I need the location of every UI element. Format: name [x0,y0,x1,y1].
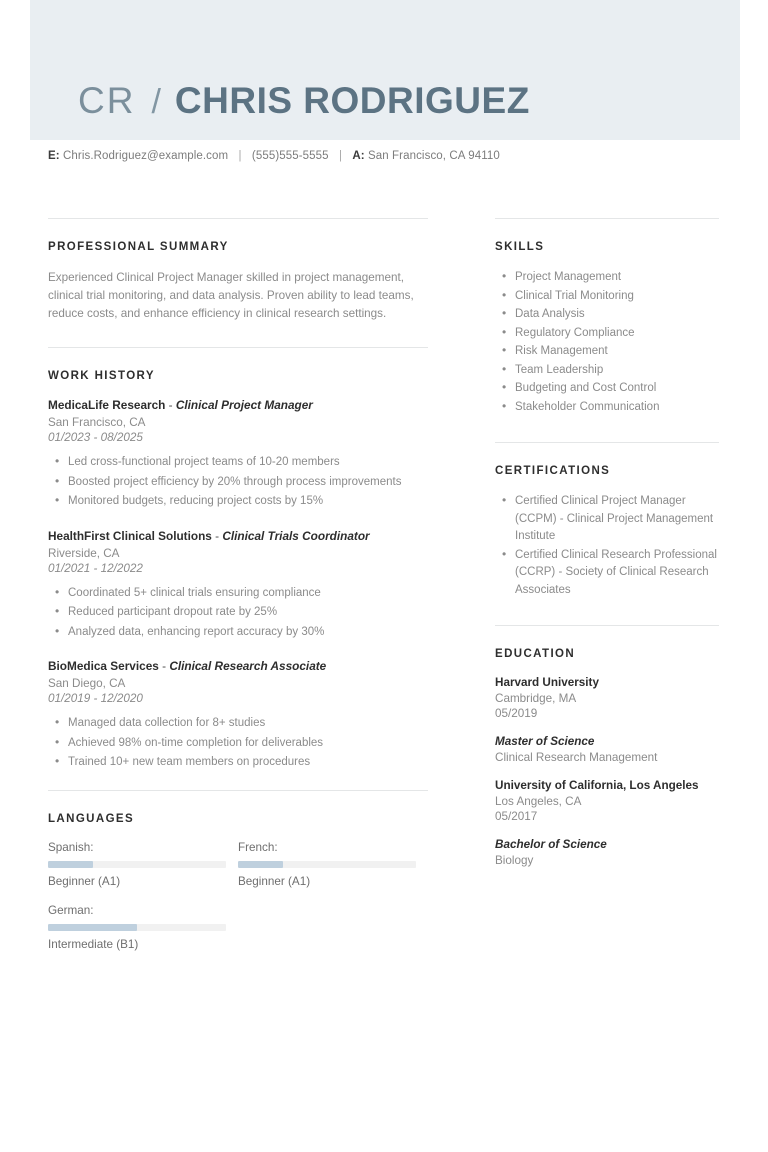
skill-item: • Project Management [515,269,719,287]
work-bullet: • Achieved 98% on-time completion for deliverables [68,735,428,753]
education-list [495,676,719,867]
job-company: HealthFirst Clinical Solutions [48,528,212,543]
skills-list [495,269,719,416]
skill-item: • Team Leadership [515,362,719,380]
language-proficiency-fill [48,924,137,931]
education-entry [495,779,719,867]
job-bullet-list [48,715,428,772]
certifications-list [495,493,719,599]
work-bullet: • Boosted project efficiency by 20% through process improvements [68,474,428,492]
language-name: German: [48,903,94,917]
job-role: Clinical Trials Coordinator [222,528,370,543]
work-history-entry [48,659,428,772]
job-dash: - [158,659,170,673]
skill-item: • Data Analysis [515,306,719,324]
education-entry [495,676,719,764]
language-level: Beginner (A1) [238,874,311,888]
section-title-work-history: WORK HISTORY [48,370,155,382]
work-bullet: • Managed data collection for 8+ studies [68,715,428,733]
education-date: 05/2019 [495,707,538,720]
education-field: Clinical Research Management [495,751,658,764]
skill-item: • Stakeholder Communication [515,399,719,417]
contact-line [48,150,500,162]
language-item [48,841,238,888]
job-location: Riverside, CA [48,546,120,560]
job-title-line [48,659,428,673]
section-title-education: EDUCATION [495,648,576,660]
job-bullet-list [48,454,428,511]
certification-item: • Certified Clinical Research Professional (CCRP) - Society of Clinical Research Associates [515,547,719,600]
language-proficiency-bar [238,861,416,868]
job-title-line [48,529,428,543]
education-field: Biology [495,854,534,867]
work-history-list [48,398,428,772]
skill-item: • Budgeting and Cost Control [515,380,719,398]
divider-education [495,625,719,626]
job-company: MedicaLife Research [48,398,166,412]
divider-work-history [48,347,428,348]
work-bullet: • Analyzed data, enhancing report accuracy by 30% [68,624,428,642]
language-item [48,904,238,951]
contact-separator-2: | [338,150,343,162]
left-column [48,218,428,967]
job-title-line [48,398,428,412]
language-item [238,841,428,888]
work-bullet: • Monitored budgets, reducing project costs by 15% [68,493,428,511]
education-location: Los Angeles, CA [495,795,582,808]
education-school: Harvard University [495,676,599,689]
language-proficiency-fill [48,861,93,868]
skill-item: • Clinical Trial Monitoring [515,288,719,306]
education-degree: Master of Science [495,735,595,748]
education-school: University of California, Los Angeles [495,779,699,792]
skill-item: • Regulatory Compliance [515,325,719,343]
section-title-certifications: CERTIFICATIONS [495,465,611,477]
email-value: Chris.Rodriguez@example.com [63,150,229,162]
divider-languages [48,790,428,791]
languages-list [48,841,428,967]
name-separator-slash: / [151,83,161,121]
language-proficiency-bar [48,861,226,868]
job-dates: 01/2019 - 12/2020 [48,692,143,705]
education-date: 05/2017 [495,810,538,823]
job-role: Clinical Project Manager [175,398,313,412]
job-dates: 01/2021 - 12/2022 [48,561,143,575]
divider-skills [495,218,719,219]
job-location: San Francisco, CA [48,416,146,429]
work-history-entry [48,529,428,642]
education-school-block [495,779,719,823]
work-bullet: • Trained 10+ new team members on procedures [68,754,428,772]
section-title-languages: LANGUAGES [48,812,135,825]
work-bullet: • Reduced participant dropout rate by 25% [68,604,428,622]
professional-summary-text: Experienced Clinical Project Manager skilled in project management, clinical trial monitoring, and data analysis. Proven ability to lead teams, reduce costs, and enhance efficiency in clinical research settings. [48,271,414,320]
job-bullet-list [48,585,428,642]
language-proficiency-fill [238,861,283,868]
work-history-entry [48,398,428,511]
divider-certifications [495,442,719,443]
education-location: Cambridge, MA [495,692,577,705]
skill-item: • Risk Management [515,343,719,361]
language-name: Spanish: [48,840,94,854]
work-bullet: • Led cross-functional project teams of 10-20 members [68,454,428,472]
work-bullet: • Coordinated 5+ clinical trials ensuring compliance [68,585,428,603]
address-label: A: [352,150,365,162]
header-banner [30,0,740,140]
job-dash: - [211,528,223,543]
email-label: E: [48,150,60,162]
education-school-block [495,676,719,720]
job-company: BioMedica Services [48,659,159,673]
language-name: French: [238,840,278,854]
phone-value: (555)555-5555 [251,150,329,162]
divider-summary [48,218,428,219]
job-dates: 01/2023 - 08/2025 [48,431,143,444]
name-heading [78,80,530,122]
education-degree-block [495,838,719,867]
language-level: Beginner (A1) [48,874,121,888]
education-degree: Bachelor of Science [495,838,607,851]
section-title-skills: SKILLS [495,241,545,253]
certification-item: • Certified Clinical Project Manager (CCPM) - Clinical Project Management Institute [515,493,719,546]
section-title-professional-summary: PROFESSIONAL SUMMARY [48,241,229,253]
education-degree-block [495,735,719,764]
job-role: Clinical Research Associate [169,659,327,673]
address-value: San Francisco, CA 94110 [367,150,500,162]
job-location: San Diego, CA [48,677,126,690]
job-dash: - [165,398,176,412]
full-name: CHRIS RODRIGUEZ [174,80,530,121]
right-column [495,218,719,882]
initials-monogram: CR [78,80,136,121]
language-level: Intermediate (B1) [48,937,139,951]
language-proficiency-bar [48,924,226,931]
contact-separator-1: | [238,150,242,162]
